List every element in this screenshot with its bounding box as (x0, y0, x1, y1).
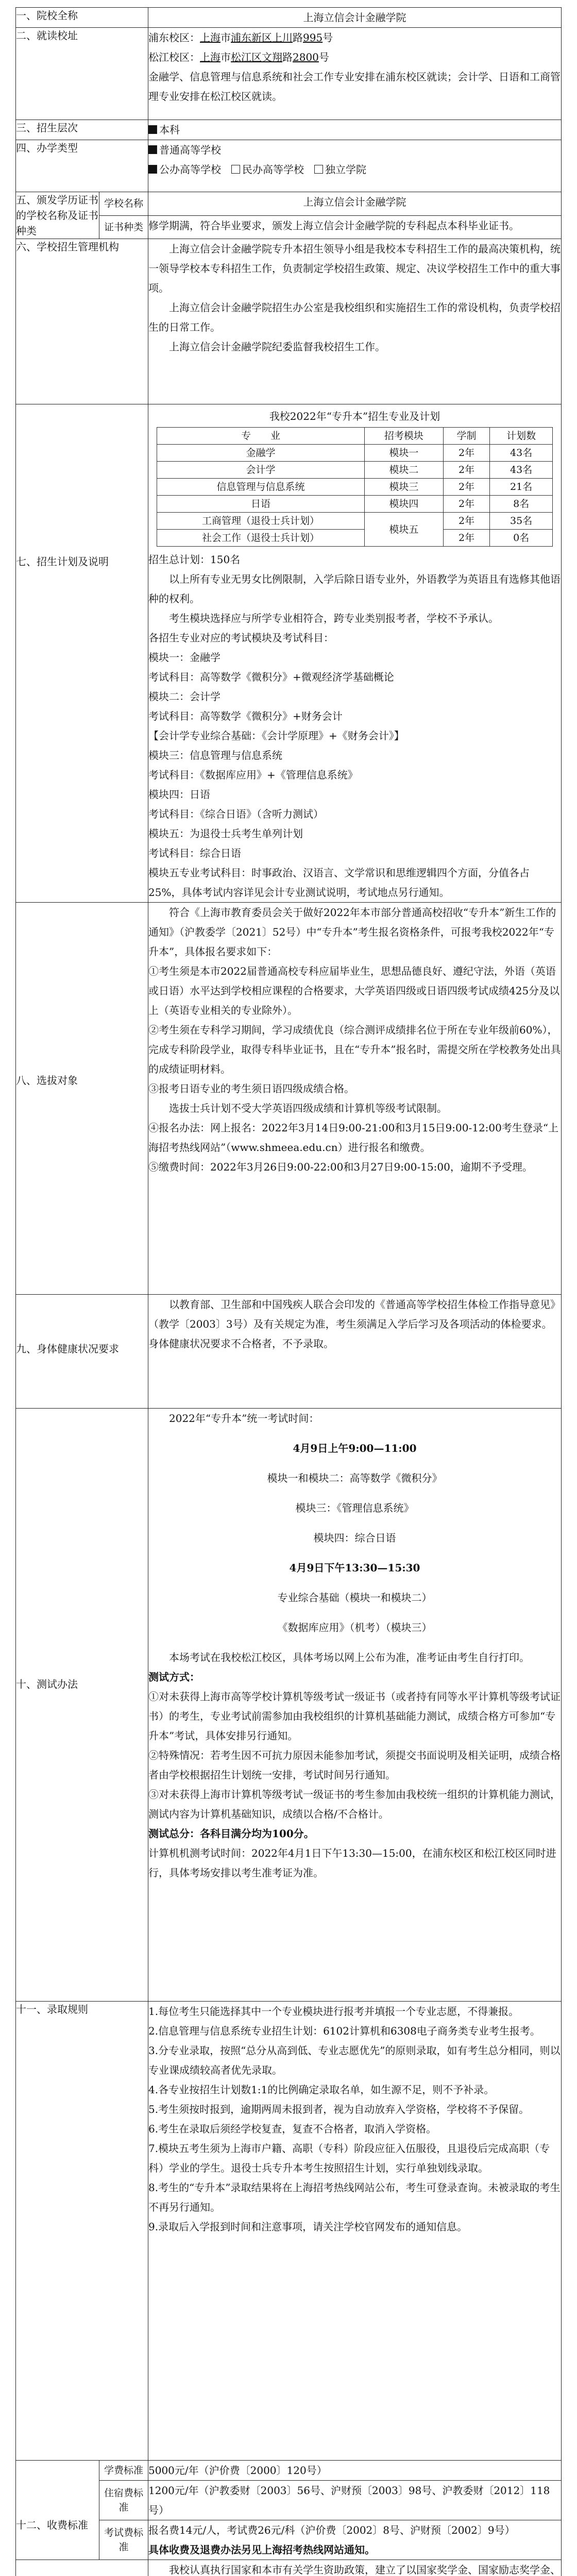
target-para: ⑤缴费时间：2022年3月26日9:00-22:00和3月27日9:00-15:00，逾期不予受理。 (148, 1161, 533, 1173)
label-fee-tuition: 学费标准 (99, 2461, 148, 2481)
admit-rule: 3.分专业录取，按照“总分从高到低、专业志愿优先”的原则录取，如有考生总分相同，则以专业课成绩较高者优先录取。 (148, 2044, 561, 2076)
test-line: 2022年“专升本”统一考试时间： (169, 1412, 319, 1425)
plan-header-module: 招考模块 (364, 428, 443, 445)
row-campus (16, 28, 562, 120)
admit-rule: 8.考生的“专升本”录取结果将在上海招考热线网站公布，考生可登录查询。未被录取的考生不再另行通知。 (148, 2181, 561, 2213)
label-admit: 十一、录取规则 (16, 2002, 148, 2461)
label-aid (16, 2560, 148, 2576)
row-level (16, 120, 562, 140)
label-fees: 十二、收费标准 (16, 2461, 99, 2560)
test-line: 本场考试在我校松江校区，具体考场以网上公布为准，准考证由考生自行打印。 (169, 1651, 530, 1664)
plan-header-years: 学制 (443, 428, 489, 445)
admit-rule: 1.每位考生只能选择其中一个专业模块进行报考并填报一个专业志愿，不得兼报。 (148, 2005, 519, 2018)
label-health: 九、身体健康状况要求 (16, 1295, 148, 1409)
label-fee-dorm: 住宿费标准 (99, 2481, 148, 2520)
label-level: 三、招生层次 (16, 120, 148, 140)
plan-note: 模块三：信息管理与信息系统 (148, 749, 282, 761)
label-type: 四、办学类型 (16, 140, 148, 192)
plan-note: 模块四：日语 (148, 788, 210, 801)
label-school-name: 一、院校全称 (16, 8, 148, 28)
row-type: 四、办学类型 普通高等学校 公办高等学校 民办高等学校 独立学院 (16, 140, 562, 192)
checkbox-independent-icon (314, 165, 323, 174)
admit-rule: 7.模块五考生须为上海市户籍、高职（专科）阶段应征入伍服役，且退役后完成高职（专科）学业的学生。退役士兵专升本考生按照招生计划，实行单独划线录取。 (148, 2142, 550, 2174)
label-cert-type: 证书种类 (99, 215, 148, 239)
cert-school-name: 上海立信会计金融学院 (148, 192, 562, 216)
plan-note: 模块二：会计学 (148, 690, 220, 703)
checkbox-regular-icon (148, 145, 157, 154)
campus-pudong: 浦东校区：上海市浦东新区上川路995号 (148, 31, 333, 44)
test-line: 《数据库应用》（机考）（模块三） (277, 1621, 432, 1634)
cert-type: 修学期满，符合毕业要求，颁发上海立信会计金融学院的专科起点本科毕业证书。 (148, 215, 562, 239)
row-cert-school (16, 192, 562, 216)
test-line: 专业综合基础（模块一和模块二） (277, 1591, 432, 1604)
plan-note: 各招生专业对应的考试模块及考试科目： (148, 632, 334, 644)
test-line: 计算机机测考试时间：2022年4月1日下午13:30—15:00，在浦东校区和松江校区同时进行，具体考场安排以考生准考证为准。 (148, 1847, 556, 1879)
plan-note: 考试科目：综合日语 (148, 847, 241, 859)
checkbox-private-icon (231, 165, 240, 174)
fee-tuition: 5000元/年（沪价费〔2000〕120号） (148, 2461, 562, 2481)
plan-header-major: 专 业 (157, 428, 365, 445)
plan-note: 考试科目：高等数学《微积分》+微观经济学基础概论 (148, 671, 394, 683)
admit-rule: 2.信息管理与信息系统专业招生计划：6102计算机和6308电子商务类专业考生报考。 (148, 2025, 540, 2037)
plan-note: 考试科目：《综合日语》（含听力测试） (148, 808, 324, 820)
label-cert: 五、颁发学历证书的学校名称及证书种类 (16, 192, 99, 239)
test-line: 测试方式： (148, 1671, 200, 1683)
plan-row: 会计学 模块二 2年 43名 (157, 462, 553, 479)
label-fee-exam: 考试费标准 (99, 2520, 148, 2560)
row-admit (16, 2002, 562, 2461)
health-text: 以教育部、卫生部和中国残疾人联合会印发的《普通高等学校招生体检工作指导意见》（教学〔2003〕3号）及有关规定为准，考生须满足入学后学习及各项活动的体检要求。身体健康状况要求不合格者，不予录取。 (148, 1298, 561, 1350)
test-line: 模块四：综合日语 (313, 1532, 396, 1544)
target-para: 选拔士兵计划不受大学英语四级成绩和计算机等级考试限制。 (169, 1102, 447, 1114)
row-test (16, 1409, 562, 2002)
test-line: 测试总分：各科目满分均为100分。 (148, 1827, 314, 1840)
test-line: 模块三：《管理信息系统》 (295, 1502, 414, 1514)
admit-rule: 6.考生在录取后须经学校复查，复查不合格者，取消入学资格。 (148, 2123, 437, 2135)
admit-rule: 5.考生须按时报到，逾期两周未报到者，视为自动放弃入学资格，学校将不予保留。 (148, 2103, 530, 2115)
plan-note: 【会计学专业综合基础：《会计学原理》+《财务会计》】 (148, 730, 404, 742)
test-line: 4月9日上午9:00—11:00 (293, 1442, 417, 1454)
plan-header-count: 计划数 (490, 428, 553, 445)
plan-note: 模块五：为退役士兵考生单列计划 (148, 827, 303, 840)
campus-songjiang: 松江校区：上海市松江区文翔路2800号 (148, 51, 329, 63)
target-para: ①考生须是本市2022届普通高校专科应届毕业生，思想品德良好、遵纪守法，外语（英语或日语）水平达到学校相应课程的合格要求，大学英语四级或日语四级考试成绩425分及以上（英语专业相关的专业除外）。 (148, 965, 560, 1016)
target-para: ②考生须在专科学习期间，学习成绩优良（综合测评成绩排名位于所在专业年级前60%），完成专科阶段学业，取得专科毕业证书，且在“专升本”报名时，需提交所在学校教务处出具的成绩证明材料。 (148, 1024, 561, 1075)
row-plan (16, 404, 562, 903)
label-campus: 二、就读校址 (16, 28, 148, 120)
test-line: ①对未获得上海市高等学校计算机等级考试一级证书（或者持有同等水平计算机等级考试证书）的考生，专业考试前需参加由我校组织的计算机基础能力测试，成绩合格方可参加“专升本”考试，具体安排另行通知。 (148, 1690, 561, 1742)
plan-note: 模块一：金融学 (148, 651, 220, 664)
label-test: 十、测试办法 (16, 1409, 148, 2002)
test-line: ②特殊情况：若考生因不可抗力原因未能参加考试，须提交书面说明及相关证明，成绩合格者由学校根据招生计划统一安排，考试时间另行通知。 (148, 1749, 561, 1781)
checkbox-public-icon (148, 165, 157, 174)
admit-rule: 9.录取后入学报到时间和注意事项，请关注学校官网发布的通知信息。 (148, 2221, 468, 2233)
plan-note: 招生总计划：150名 (148, 553, 241, 566)
row-target (16, 903, 562, 1295)
row-aid (16, 2560, 562, 2576)
plan-row: 金融学 模块一 2年 43名 (157, 445, 553, 462)
row-school-name (16, 8, 562, 28)
fee-dorm: 1200元/年（沪教委财〔2003〕56号、沪财预〔2003〕98号、沪教委财〔2012〕118号） (148, 2481, 562, 2520)
mgmt-2: 上海立信会计金融学院招生办公室是我校组织和实施招生工作的常设机构，负责学校招生的日常工作。 (148, 301, 561, 333)
campus-note: 金融学、信息管理与信息系统和社会工作专业安排在浦东校区就读；会计学、日语和工商管理专业安排在松江校区就读。 (148, 71, 561, 103)
school-name: 上海立信会计金融学院 (148, 8, 562, 28)
row-fee-tuition (16, 2461, 562, 2481)
plan-note: 考生模块选择应与所学专业相符合，跨专业类别报考者，学校不予承认。 (169, 612, 499, 624)
checkbox-undergraduate-icon (148, 125, 157, 134)
row-mgmt (16, 239, 562, 404)
label-plan: 七、招生计划及说明 (16, 404, 148, 903)
test-line: ③对未获得上海市计算机等级考试一级证书的考生参加由我校统一组织的计算机能力测试，测试内容为计算机基础知识，成绩以合格/不合格计。 (148, 1788, 561, 1820)
label-target: 八、选拔对象 (16, 903, 148, 1295)
fee-exam: 报名费14元/人，考试费26元/科（沪价费〔2002〕8号、沪财预〔2002〕9号） (148, 2524, 515, 2536)
target-para: ④报名办法：网上报名：2022年3月14日9:00-21:00和3月15日9:00-12:00考生登录“上海招考热线网站”（www.shmeea.edu.cn）进行报名和缴费。 (148, 1122, 559, 1154)
plan-row: 信息管理与信息系统 模块三 2年 21名 (157, 479, 553, 496)
charter-table (15, 7, 562, 2576)
target-para: ③报考日语专业的考生须日语四级成绩合格。 (148, 1082, 354, 1095)
mgmt-1: 上海立信会计金融学院专升本招生领导小组是我校本专科招生工作的最高决策机构，统一领导学校本专科招生工作，负责制定学校招生政策、规定、决议学校招生工作中的重大事项。 (148, 243, 561, 294)
level-undergraduate: 本科 (159, 124, 180, 136)
test-line: 4月9日下午13:30—15:30 (289, 1562, 420, 1574)
plan-note: 考试科目：高等数学《微积分》+财务会计 (148, 710, 343, 722)
target-para: 符合《上海市教育委员会关于做好2022年本市部分普通高校招收“专升本”新生工作的通知》（沪教委学〔2021〕52号）中“专升本”考生报名资格条件，可报考我校2022年“专升本”，具体报名要求如下： (148, 906, 556, 958)
admit-rule: 4.各专业按招生计划数1:1的比例确定录取名单，如生源不足，则不予补录。 (148, 2083, 495, 2096)
plan-row: 日语 模块四 2年 8名 (157, 496, 553, 513)
plan-note: 模块五专业考试科目：时事政治、汉语言、文学常识和思维逻辑四个方面，分值各占25%，具体考试内容详见会计专业测试说明，考试地点另行通知。 (148, 867, 530, 899)
test-line: 模块一和模块二：高等数学《微积分》 (267, 1472, 443, 1484)
mgmt-3: 上海立信会计金融学院纪委监督我校招生工作。 (169, 341, 385, 353)
plan-row: 工商管理（退役士兵计划） 模块五 2年 35名 (157, 513, 553, 530)
label-cert-school: 学校名称 (99, 192, 148, 216)
fee-note: 具体收费及退费办法另见上海招考热线网站通知。 (148, 2544, 375, 2556)
plan-row: 社会工作（退役士兵计划） 2年 0名 (157, 530, 553, 547)
plan-note: 以上所有专业无男女比例限制，入学后除日语专业外，外语教学为英语且有选修其他语种的权利。 (148, 573, 561, 605)
plan-caption: 我校2022年“专升本”招生专业及计划 (269, 410, 440, 422)
plan-note: 考试科目：《数据库应用》+《管理信息系统》 (148, 769, 358, 781)
label-mgmt: 六、学校招生管理机构 (16, 239, 148, 404)
plan-table (157, 406, 553, 547)
aid-text: 我校认真执行国家和本市有关学生资助政策，建立了以国家奖学金、国家励志奖学金、 (169, 2564, 561, 2576)
row-health (16, 1295, 562, 1409)
